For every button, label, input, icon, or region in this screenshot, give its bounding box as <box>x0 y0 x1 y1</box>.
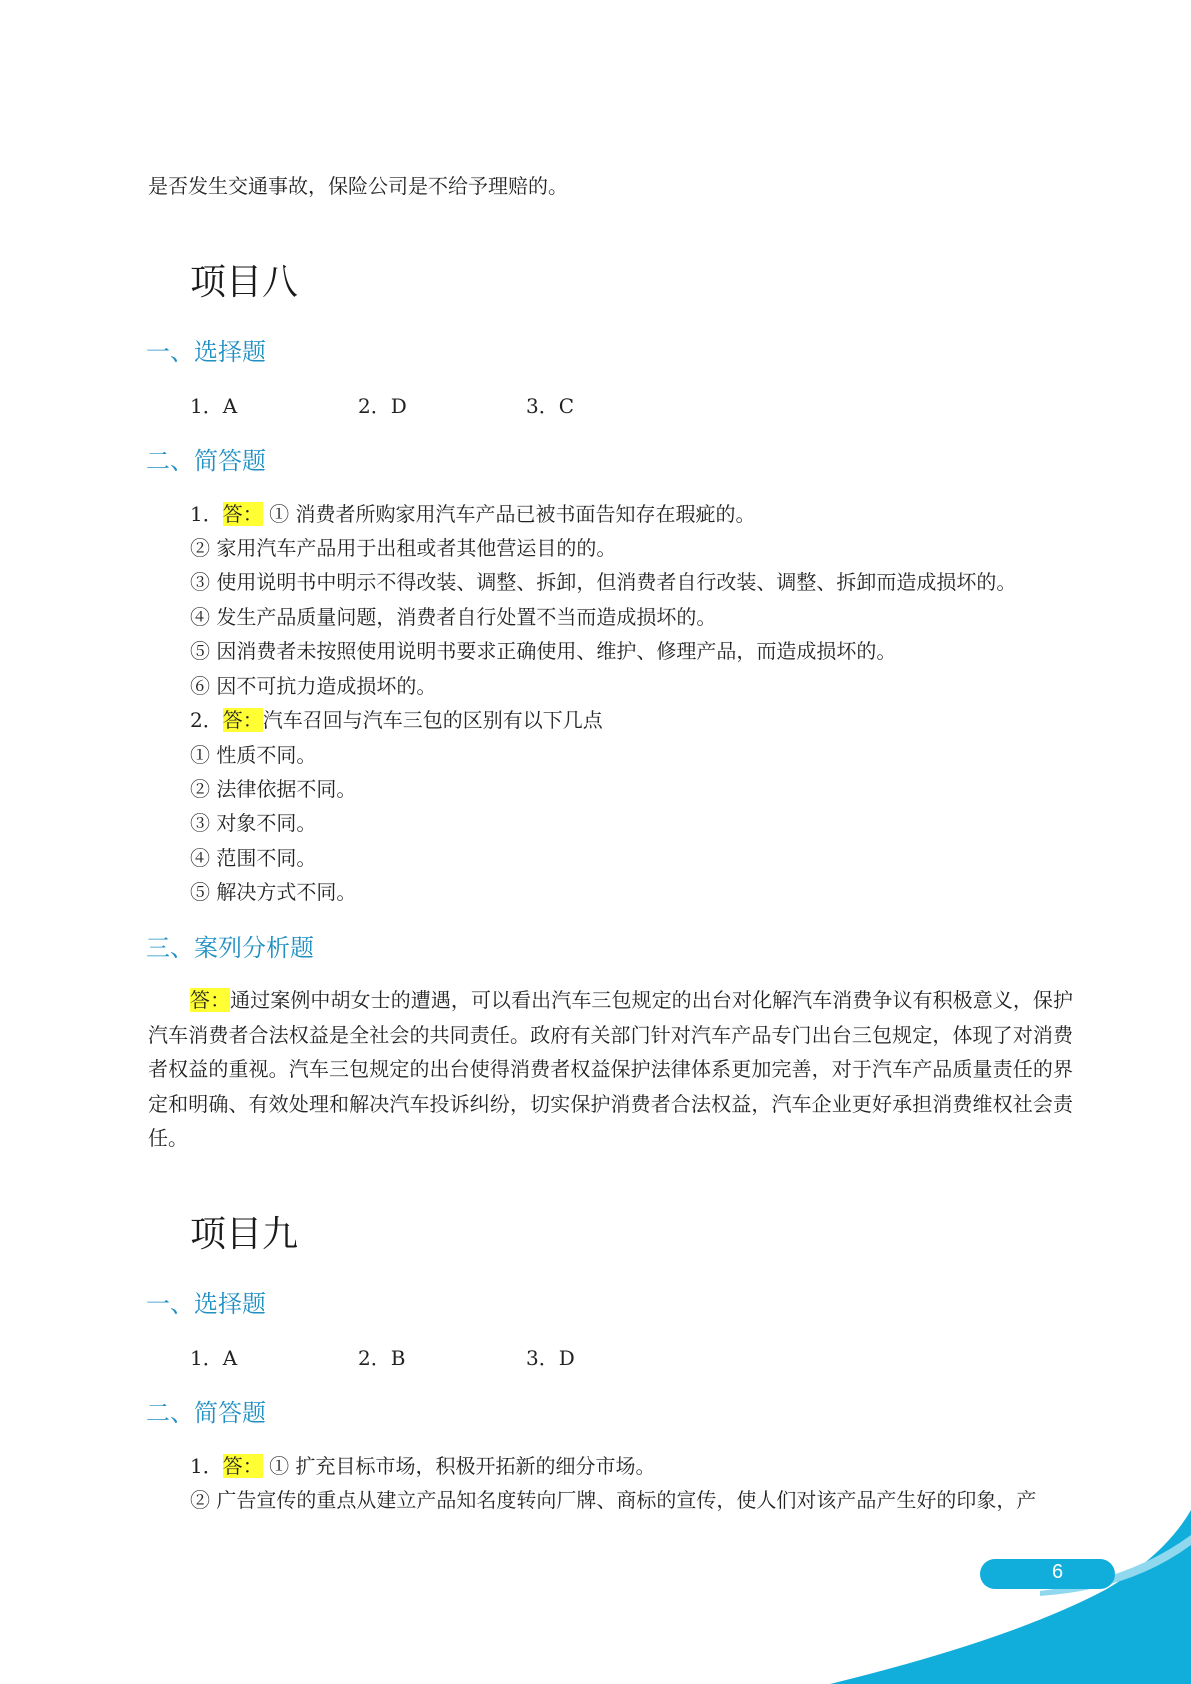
p8-q1-item: ③ 使用说明书中明示不得改装、调整、拆卸，但消费者自行改装、调整、拆卸而造成损坏的。 <box>190 570 1017 594</box>
p9-q1-item: ② 广告宣传的重点从建立产品知名度转向厂牌、商标的宣传，使人们对该产品产生好的印象，产 <box>190 1488 1037 1512</box>
p8-short-answer-heading: 二、简答题 <box>146 447 266 475</box>
p9-q1-first-item: ① 扩充目标市场，积极开拓新的细分市场。 <box>269 1454 656 1478</box>
p8-q2-item: ④ 范围不同。 <box>190 846 317 870</box>
page-number: 6 <box>1052 1561 1064 1583</box>
p8-q1-item: ⑤ 因消费者未按照使用说明书要求正确使用、维护、修理产品，而造成损坏的。 <box>190 639 897 663</box>
answer-label-highlight: 答： <box>222 1454 263 1478</box>
p9-answer-1: 1．A <box>190 1346 238 1370</box>
p8-q2-number: 2． <box>190 708 223 732</box>
p8-case-text: 通过案例中胡女士的遭遇，可以看出汽车三包规定的出台对化解汽车消费争议有积极意义，保护汽车消费者合法权益是全社会的共同责任。政府有关部门针对汽车产品专门出台三包规定，体现了对消费者权益的重视。汽车三包规定的出台使得消费者权益保护法律体系更加完善，对于汽车产品质量责任的界定和明确、有效处理和解决汽车投诉纠纷，切实保护消费者合法权益，汽车企业更好承担消费维权社会责任。 <box>148 988 1074 1150</box>
p8-q2-item: ⑤ 解决方式不同。 <box>190 880 357 904</box>
p9-q1-number: 1． <box>190 1454 223 1478</box>
p8-q2-item: ③ 对象不同。 <box>190 811 317 835</box>
p9-answer-3: 3．D <box>526 1346 575 1370</box>
p8-case-heading: 三、案列分析题 <box>146 934 314 962</box>
p8-q1-number: 1． <box>190 502 223 526</box>
project-9-title: 项目九 <box>190 1214 299 1255</box>
p8-q2-item: ② 法律依据不同。 <box>190 777 357 801</box>
p8-answer-1: 1．A <box>190 394 238 418</box>
answer-label-highlight: 答： <box>222 502 263 526</box>
p8-q2-item: ① 性质不同。 <box>190 743 317 767</box>
p8-q2-intro: 汽车召回与汽车三包的区别有以下几点 <box>262 708 603 732</box>
p8-q1-item: ② 家用汽车产品用于出租或者其他营运目的的。 <box>190 536 617 560</box>
project-8-title: 项目八 <box>190 262 299 303</box>
p8-q1-first-item: ① 消费者所购家用汽车产品已被书面告知存在瑕疵的。 <box>269 502 756 526</box>
p8-answer-3: 3．C <box>526 394 575 418</box>
p8-q1-item: ⑥ 因不可抗力造成损坏的。 <box>190 674 437 698</box>
answer-label-highlight: 答： <box>190 988 231 1012</box>
continuation-line: 是否发生交通事故，保险公司是不给予理赔的。 <box>148 174 568 198</box>
p8-q1-item: ④ 发生产品质量问题，消费者自行处置不当而造成损坏的。 <box>190 605 717 629</box>
page-number-badge <box>980 1559 1115 1589</box>
p9-answer-2: 2．B <box>358 1346 406 1370</box>
p8-choice-heading: 一、选择题 <box>146 338 266 366</box>
p9-choice-heading: 一、选择题 <box>146 1290 266 1318</box>
answer-label-highlight: 答： <box>222 708 263 732</box>
p8-answer-2: 2．D <box>358 394 407 418</box>
p9-short-answer-heading: 二、简答题 <box>146 1399 266 1427</box>
